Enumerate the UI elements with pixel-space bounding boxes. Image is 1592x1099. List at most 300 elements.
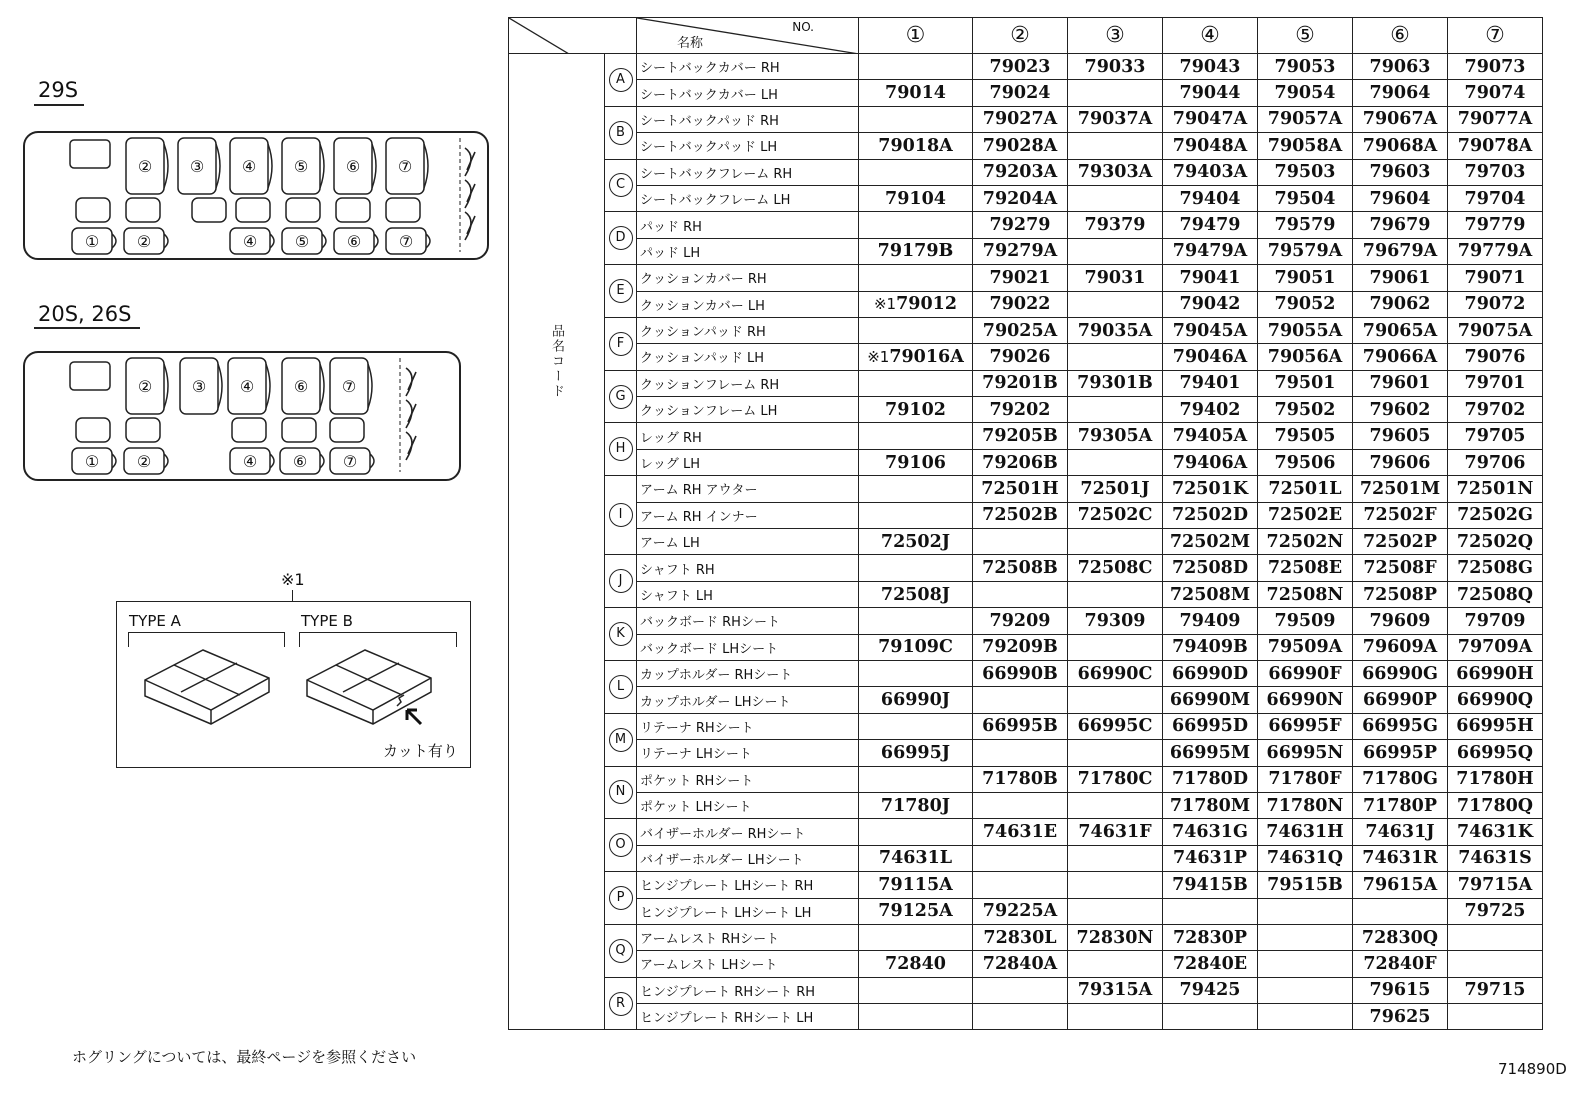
- part-code-cell: 71780N: [1258, 792, 1353, 818]
- part-code-cell: [1068, 133, 1163, 159]
- part-code-cell: 79425: [1163, 977, 1258, 1003]
- part-name: バックボード LHシート: [637, 634, 859, 660]
- part-code-cell: [1068, 449, 1163, 475]
- part-code-cell: [1068, 1004, 1163, 1030]
- part-name: クッションフレーム LH: [637, 397, 859, 423]
- part-code-cell: 72502D: [1163, 502, 1258, 528]
- part-code-cell: 79073: [1448, 54, 1543, 80]
- seat-number: ⑦: [398, 232, 414, 251]
- part-code-cell: 66995F: [1258, 713, 1353, 739]
- part-code-cell: 79402: [1163, 397, 1258, 423]
- seat-icon: [282, 138, 324, 194]
- part-name: シートバックフレーム RH: [637, 159, 859, 185]
- group-badge: [605, 819, 637, 872]
- part-code-cell: [859, 977, 973, 1003]
- part-code-cell: 66995Q: [1448, 740, 1543, 766]
- part-code-cell: 72508E: [1258, 555, 1353, 581]
- part-code-cell: 79072: [1448, 291, 1543, 317]
- part-code-cell: 79061: [1353, 265, 1448, 291]
- part-name: アーム RH アウター: [637, 476, 859, 502]
- part-code-cell: 66995B: [973, 713, 1068, 739]
- part-code-cell: 79028A: [973, 133, 1068, 159]
- group-badge: [605, 977, 637, 1030]
- part-name: シートバックパッド LH: [637, 133, 859, 159]
- part-code-cell: 74631L: [859, 845, 973, 871]
- part-code-cell: [1068, 845, 1163, 871]
- part-code-cell: 79403A: [1163, 159, 1258, 185]
- part-code-cell: 66995P: [1353, 740, 1448, 766]
- part-code-cell: 79179B: [859, 238, 973, 264]
- seat-icon: [386, 138, 428, 194]
- seat-number: ⑦: [342, 452, 358, 471]
- group-badge: [605, 872, 637, 925]
- part-code-cell: [1068, 792, 1163, 818]
- part-code-cell: [1068, 291, 1163, 317]
- part-name: リテーナ LHシート: [637, 740, 859, 766]
- part-code-cell: [1258, 898, 1353, 924]
- part-code-cell: 72508C: [1068, 555, 1163, 581]
- part-code-cell: 71780M: [1163, 792, 1258, 818]
- seat-number: ②: [137, 157, 153, 176]
- part-code-cell: 79615A: [1353, 872, 1448, 898]
- seat-icon: [386, 228, 430, 254]
- part-code-cell: 79205B: [973, 423, 1068, 449]
- part-name: クッションカバー LH: [637, 291, 859, 317]
- part-code-cell: 79479A: [1163, 238, 1258, 264]
- part-code-cell: 79023: [973, 54, 1068, 80]
- group-letter: D: [609, 226, 633, 250]
- part-code-cell: [1068, 344, 1163, 370]
- seat-icon: [336, 198, 370, 222]
- parts-code-table: [508, 17, 1543, 1030]
- part-code-cell: 72502N: [1258, 529, 1353, 555]
- part-code-cell: 66990G: [1353, 660, 1448, 686]
- group-badge: [605, 317, 637, 370]
- part-code-cell: [1068, 951, 1163, 977]
- part-code-cell: 72508Q: [1448, 581, 1543, 607]
- table-row: [509, 766, 1543, 792]
- table-row: [509, 449, 1543, 475]
- part-code-cell: 72502P: [1353, 529, 1448, 555]
- table-row: [509, 687, 1543, 713]
- part-code-cell: 79604: [1353, 185, 1448, 211]
- group-letter: K: [609, 622, 633, 646]
- part-code-cell: 79067A: [1353, 106, 1448, 132]
- part-code-cell: 79779A: [1448, 238, 1543, 264]
- group-letter: Q: [609, 939, 633, 963]
- part-code-cell: 79203A: [973, 159, 1068, 185]
- part-code-cell: 79018A: [859, 133, 973, 159]
- part-code-cell: 79054: [1258, 80, 1353, 106]
- table-row: [509, 80, 1543, 106]
- group-badge: [605, 212, 637, 265]
- part-name: ポケット RHシート: [637, 766, 859, 792]
- group-badge: [605, 608, 637, 661]
- part-code-cell: 79305A: [1068, 423, 1163, 449]
- part-code-cell: 66990B: [973, 660, 1068, 686]
- table-row: [509, 608, 1543, 634]
- part-name: アームレスト RHシート: [637, 924, 859, 950]
- part-code-cell: 79021: [973, 265, 1068, 291]
- part-code-cell: 79025A: [973, 317, 1068, 343]
- seat-icon: [330, 358, 372, 414]
- group-letter: J: [609, 569, 633, 593]
- seat-number: ①: [84, 232, 100, 251]
- layout-label-20s-26s: 20S, 26S: [38, 302, 132, 326]
- part-code-cell: [1258, 924, 1353, 950]
- seat-icon: [180, 358, 222, 414]
- part-code-cell: [1068, 238, 1163, 264]
- part-name: シートバックパッド RH: [637, 106, 859, 132]
- seat-icon: [124, 228, 168, 254]
- part-code-cell: 79033: [1068, 54, 1163, 80]
- seat-icon: [330, 448, 374, 474]
- part-code-cell: 66995N: [1258, 740, 1353, 766]
- cushion-type-a-drawing: [141, 640, 281, 732]
- seat-icon: [286, 198, 320, 222]
- part-code-cell: 79048A: [1163, 133, 1258, 159]
- part-code-cell: 74631S: [1448, 845, 1543, 871]
- part-code-cell: [1068, 80, 1163, 106]
- part-code-cell: [859, 265, 973, 291]
- table-row: [509, 106, 1543, 132]
- table-row: [509, 977, 1543, 1003]
- part-code-cell: [859, 291, 973, 317]
- part-code-cell: 79206B: [973, 449, 1068, 475]
- part-code-cell: 71780B: [973, 766, 1068, 792]
- seat-icon: [230, 448, 274, 474]
- part-name: パッド LH: [637, 238, 859, 264]
- part-code-cell: 79204A: [973, 185, 1068, 211]
- part-code-cell: 74631F: [1068, 819, 1163, 845]
- part-name: バイザーホルダー LHシート: [637, 845, 859, 871]
- part-name: ヒンジプレート RHシート RH: [637, 977, 859, 1003]
- part-code-cell: 79602: [1353, 397, 1448, 423]
- part-code-cell: [859, 608, 973, 634]
- part-code-cell: [1448, 924, 1543, 950]
- part-code-cell: 74631E: [973, 819, 1068, 845]
- seat-number: ⑥: [292, 452, 308, 471]
- part-code-cell: 79303A: [1068, 159, 1163, 185]
- group-letter: I: [609, 503, 633, 527]
- part-code-cell: 79026: [973, 344, 1068, 370]
- seat-icon: [124, 448, 168, 474]
- part-code-cell: [973, 687, 1068, 713]
- table-row: [509, 581, 1543, 607]
- column-header-1: ①: [859, 18, 973, 54]
- part-code-cell: 66990M: [1163, 687, 1258, 713]
- part-name: アームレスト LHシート: [637, 951, 859, 977]
- seat-icon: [72, 448, 116, 474]
- part-code-cell: 79209B: [973, 634, 1068, 660]
- seat-number: ③: [189, 157, 205, 176]
- part-code-cell: [973, 845, 1068, 871]
- seat-number: ④: [242, 232, 258, 251]
- group-letter: O: [609, 833, 633, 857]
- part-code-cell: 72840A: [973, 951, 1068, 977]
- part-code-cell: 79201B: [973, 370, 1068, 396]
- seat-icon: [126, 358, 168, 414]
- part-code-cell: [1068, 529, 1163, 555]
- seat-icon: [334, 228, 378, 254]
- part-code-cell: 79068A: [1353, 133, 1448, 159]
- seat-icon: [280, 448, 324, 474]
- part-code-cell: 72501H: [973, 476, 1068, 502]
- seat-icon: [126, 138, 168, 194]
- part-code-cell: 79057A: [1258, 106, 1353, 132]
- part-code-cell: 66995G: [1353, 713, 1448, 739]
- part-code-cell: 79052: [1258, 291, 1353, 317]
- part-code-cell: [859, 159, 973, 185]
- side-label-part-code: 品名コード: [509, 54, 605, 1030]
- table-row: [509, 740, 1543, 766]
- part-code-cell: 79035A: [1068, 317, 1163, 343]
- seat-icon: [230, 138, 272, 194]
- part-code-cell: 79709A: [1448, 634, 1543, 660]
- part-code-cell: 79053: [1258, 54, 1353, 80]
- table-row: [509, 238, 1543, 264]
- part-name: アーム RH インナー: [637, 502, 859, 528]
- part-code-cell: 79404: [1163, 185, 1258, 211]
- part-code-cell: 79503: [1258, 159, 1353, 185]
- note-mark: ※1: [873, 295, 897, 314]
- part-code-cell: 66990H: [1448, 660, 1543, 686]
- part-code-cell: [859, 660, 973, 686]
- part-name: シャフト RH: [637, 555, 859, 581]
- part-code-cell: 72502F: [1353, 502, 1448, 528]
- part-code-cell: 79071: [1448, 265, 1543, 291]
- part-code-cell: 79106: [859, 449, 973, 475]
- part-name: ヒンジプレート LHシート RH: [637, 872, 859, 898]
- group-letter: P: [609, 886, 633, 910]
- part-code-cell: [1068, 581, 1163, 607]
- part-code-cell: 79479: [1163, 212, 1258, 238]
- part-code-cell: 72830Q: [1353, 924, 1448, 950]
- part-code-cell: [1448, 1004, 1543, 1030]
- part-code-cell: 79704: [1448, 185, 1543, 211]
- part-code-cell: 66990C: [1068, 660, 1163, 686]
- part-code-cell: [859, 317, 973, 343]
- part-code-cell: 74631P: [1163, 845, 1258, 871]
- part-code-cell: [1353, 898, 1448, 924]
- table-row: [509, 397, 1543, 423]
- part-code-cell: 79702: [1448, 397, 1543, 423]
- seat-icon: [126, 198, 160, 222]
- part-code-cell: 79062: [1353, 291, 1448, 317]
- seat-icon: [76, 418, 110, 442]
- part-code-cell: 72502Q: [1448, 529, 1543, 555]
- group-badge: [605, 766, 637, 819]
- table-row: [509, 317, 1543, 343]
- part-code-cell: 79037A: [1068, 106, 1163, 132]
- part-code-cell: 79078A: [1448, 133, 1543, 159]
- group-letter: E: [609, 279, 633, 303]
- part-name: シートバックフレーム LH: [637, 185, 859, 211]
- part-code-cell: 79279A: [973, 238, 1068, 264]
- part-code-cell: [1448, 951, 1543, 977]
- part-code-cell: 72508N: [1258, 581, 1353, 607]
- part-code-cell: 79679: [1353, 212, 1448, 238]
- part-code-cell: [1258, 1004, 1353, 1030]
- part-code-cell: 79041: [1163, 265, 1258, 291]
- part-code-cell: 72508B: [973, 555, 1068, 581]
- part-code-cell: 79109C: [859, 634, 973, 660]
- table-row: [509, 819, 1543, 845]
- part-code-cell: 71780Q: [1448, 792, 1543, 818]
- column-header-4: ④: [1163, 18, 1258, 54]
- header-no-label: NO.: [792, 20, 814, 34]
- group-badge: [605, 423, 637, 476]
- part-code-cell: 79579: [1258, 212, 1353, 238]
- group-letter: F: [609, 332, 633, 356]
- table-row: [509, 924, 1543, 950]
- part-code-cell: 74631K: [1448, 819, 1543, 845]
- part-code-cell: 79066A: [1353, 344, 1448, 370]
- column-header-6: ⑥: [1353, 18, 1448, 54]
- seat-icon: [178, 138, 220, 194]
- table-row: [509, 872, 1543, 898]
- part-code-cell: 79045A: [1163, 317, 1258, 343]
- part-code-cell: 79043: [1163, 54, 1258, 80]
- part-code-cell: 79705: [1448, 423, 1543, 449]
- column-header-7: ⑦: [1448, 18, 1543, 54]
- table-row: [509, 529, 1543, 555]
- table-row: [509, 370, 1543, 396]
- layout-label-29s-underline: [34, 104, 84, 106]
- part-code-cell: 79502: [1258, 397, 1353, 423]
- cushion-type-b-drawing: [303, 640, 443, 732]
- part-code-cell: 79058A: [1258, 133, 1353, 159]
- seat-icon: [126, 418, 160, 442]
- part-code-cell: [1068, 872, 1163, 898]
- table-row: [509, 344, 1543, 370]
- part-code-cell: 79074: [1448, 80, 1543, 106]
- seat-icon: [282, 418, 316, 442]
- seat-icon: [330, 418, 364, 442]
- seat-icon: [230, 228, 274, 254]
- part-code-cell: 79315A: [1068, 977, 1163, 1003]
- seat-icon: [282, 228, 326, 254]
- bus-seat-layout-20s-26s: [20, 348, 470, 488]
- seat-icon: [228, 358, 270, 414]
- part-code-cell: 79055A: [1258, 317, 1353, 343]
- part-code-cell: [1068, 634, 1163, 660]
- part-code-cell: 79202: [973, 397, 1068, 423]
- part-code-cell: 79509A: [1258, 634, 1353, 660]
- seat-number: ⑤: [294, 232, 310, 251]
- part-code-cell: 72501L: [1258, 476, 1353, 502]
- part-code-cell: 66990P: [1353, 687, 1448, 713]
- part-code-cell: 79406A: [1163, 449, 1258, 475]
- part-code-cell: 79401: [1163, 370, 1258, 396]
- part-code-cell: 79279: [973, 212, 1068, 238]
- group-letter: L: [609, 675, 633, 699]
- seat-number: ⑦: [397, 157, 413, 176]
- seat-number: ④: [239, 377, 255, 396]
- part-code-cell: [859, 106, 973, 132]
- part-code-cell: 79075A: [1448, 317, 1543, 343]
- part-code-cell: 79703: [1448, 159, 1543, 185]
- part-name: クッションパッド RH: [637, 317, 859, 343]
- part-code-cell: 79603: [1353, 159, 1448, 185]
- part-name: リテーナ RHシート: [637, 713, 859, 739]
- part-code-cell: 72502M: [1163, 529, 1258, 555]
- part-code-cell: [1163, 1004, 1258, 1030]
- part-code-cell: 66995M: [1163, 740, 1258, 766]
- part-code-cell: [859, 502, 973, 528]
- table-row: [509, 476, 1543, 502]
- part-code-cell: 79209: [973, 608, 1068, 634]
- part-name: ヒンジプレート RHシート LH: [637, 1004, 859, 1030]
- part-code-cell: 79779: [1448, 212, 1543, 238]
- part-code-cell: 66995D: [1163, 713, 1258, 739]
- parts-table-body: [509, 54, 1543, 1030]
- table-row: [509, 502, 1543, 528]
- table-row: [509, 265, 1543, 291]
- part-code-cell: 79115A: [859, 872, 973, 898]
- part-code-cell: 79042: [1163, 291, 1258, 317]
- part-code-cell: 72508G: [1448, 555, 1543, 581]
- group-letter: R: [609, 992, 633, 1016]
- part-code-cell: 79515B: [1258, 872, 1353, 898]
- part-code-cell: 72840F: [1353, 951, 1448, 977]
- part-code-cell: 79701: [1448, 370, 1543, 396]
- column-header-3: ③: [1068, 18, 1163, 54]
- part-code-cell: 71780P: [1353, 792, 1448, 818]
- part-code-cell: 79709: [1448, 608, 1543, 634]
- seat-number: ⑥: [345, 157, 361, 176]
- seat-icon: [282, 358, 324, 414]
- part-code-cell: 79301B: [1068, 370, 1163, 396]
- part-code-cell: 79046A: [1163, 344, 1258, 370]
- part-code-cell: 74631G: [1163, 819, 1258, 845]
- seat-icon: [386, 198, 420, 222]
- part-code-cell: 66995H: [1448, 713, 1543, 739]
- part-code-cell: 72501M: [1353, 476, 1448, 502]
- part-code-cell: 72840E: [1163, 951, 1258, 977]
- part-code-cell: 72840: [859, 951, 973, 977]
- part-code-cell: 66990D: [1163, 660, 1258, 686]
- part-code-cell: 72508P: [1353, 581, 1448, 607]
- part-code-cell: 79022: [973, 291, 1068, 317]
- figure-id: 714890D: [1498, 1060, 1567, 1078]
- header-name-cell: [637, 18, 859, 54]
- part-code-cell: 79409: [1163, 608, 1258, 634]
- part-code-cell: [859, 819, 973, 845]
- part-code-cell: 79309: [1068, 608, 1163, 634]
- part-code-cell: 79044: [1163, 80, 1258, 106]
- part-code-cell: [1068, 740, 1163, 766]
- part-code-cell: 66990J: [859, 687, 973, 713]
- group-letter: A: [609, 68, 633, 92]
- part-code-cell: [973, 581, 1068, 607]
- part-code-cell: 79064: [1353, 80, 1448, 106]
- part-code-cell: 79077A: [1448, 106, 1543, 132]
- part-code-cell: 79102: [859, 397, 973, 423]
- cushion-type-box: [116, 601, 471, 768]
- table-row: [509, 898, 1543, 924]
- header-corner: [509, 18, 637, 54]
- part-code-cell: 79063: [1353, 54, 1448, 80]
- part-code-cell: 79047A: [1163, 106, 1258, 132]
- hog-ring-footnote: ホグリングについては、最終ページを参照ください: [72, 1048, 417, 1066]
- note-mark: ※1: [867, 347, 890, 366]
- part-code-cell: 79579A: [1258, 238, 1353, 264]
- table-row: [509, 845, 1543, 871]
- part-code-cell: [859, 766, 973, 792]
- part-code-cell: [859, 370, 973, 396]
- group-letter: H: [609, 437, 633, 461]
